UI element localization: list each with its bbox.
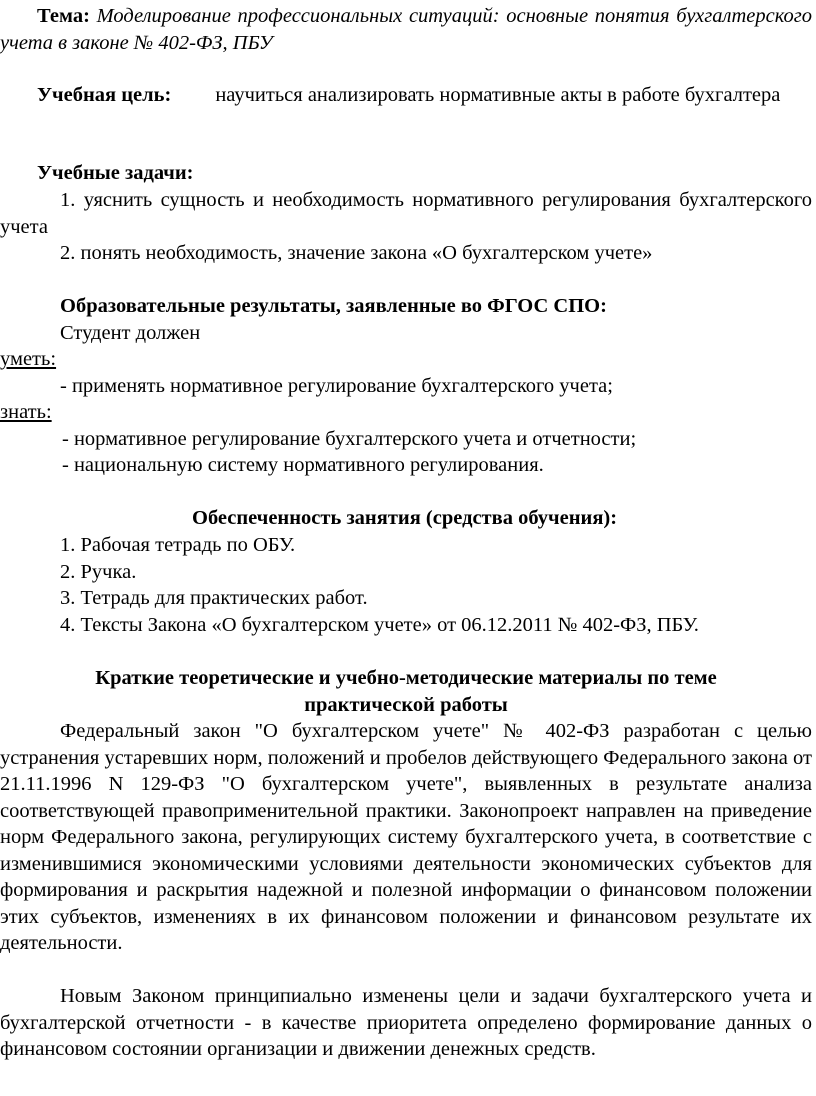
results-student: Студент должен — [60, 322, 201, 344]
theory-heading-line1: Краткие теоретические и учебно-методические материалы по теме — [95, 667, 717, 689]
topic-paragraph — [0, 3, 812, 56]
results-can-label — [0, 346, 812, 373]
theory-paragraph-2: Новым Законом принципиально изменены цели и задачи бухгалтерского учета и бухгалтерской отчетности - в качестве приоритета определено формирование данных о финансовом состоянии организации и движении денежных средств. — [0, 985, 812, 1060]
tasks-heading: Учебные задачи: — [37, 162, 194, 184]
task-item-2: 2. понять необходимость, значение закона «О бухгалтерском учете» — [60, 242, 653, 264]
equipment-item-2: 2. Ручка. — [60, 561, 137, 583]
results-heading: Образовательные результаты, заявленные во ФГОС СПО: — [60, 295, 607, 317]
equipment-item-3: 3. Тетрадь для практических работ. — [60, 587, 368, 609]
know-item-1: - нормативное регулирование бухгалтерского учета и отчетности; — [62, 428, 637, 450]
goal-text: научиться анализировать нормативные акты в работе бухгалтера — [215, 84, 781, 106]
theory-paragraph-1: Федеральный закон "О бухгалтерском учете" № 402-ФЗ разработан с целью устранения устаревших норм, положений и пробелов действующего Федерального закона от 21.11.1996 N 129-ФЗ "О бухгалтерском учете", выявленных в результате анализа соответствующей правоприменительной практики. Законопроект направлен на приведение норм Федерального закона, регулирующих систему бухгалтерского учета, в соответствие с изменившимися экономическими условиями деятельности экономических субъектов для формирования и раскрытия надежной и полезной информации о финансовом положении этих субъектов, изменениях в их финансовом положении и финансовом результате их деятельности. — [0, 720, 812, 954]
goal-paragraph — [0, 82, 812, 109]
equipment-heading: Обеспеченность занятия (средства обучения): — [192, 507, 618, 529]
results-know-label — [0, 399, 812, 426]
task-item-1: 1. уяснить сущность и необходимость нормативного регулирования бухгалтерского учета — [0, 189, 812, 238]
know-item-2: - национальную систему нормативного регулирования. — [62, 454, 544, 476]
goal-label: Учебная цель: — [37, 84, 172, 106]
equipment-item-4: 4. Тексты Закона «О бухгалтерском учете» от 06.12.2011 № 402-ФЗ, ПБУ. — [60, 614, 699, 636]
theory-heading-line2: практической работы — [304, 694, 508, 716]
topic-text: Моделирование профессиональных ситуаций: основные понятия бухгалтерского учета в законе № 402-ФЗ, ПБУ — [0, 5, 813, 54]
can-item-1: - применять нормативное регулирование бухгалтерского учета; — [60, 375, 613, 397]
can-label-text: уметь: — [0, 348, 57, 370]
know-label-text: знать: — [0, 401, 52, 423]
equipment-item-1: 1. Рабочая тетрадь по ОБУ. — [60, 534, 296, 556]
topic-label: Тема: — [37, 5, 90, 27]
